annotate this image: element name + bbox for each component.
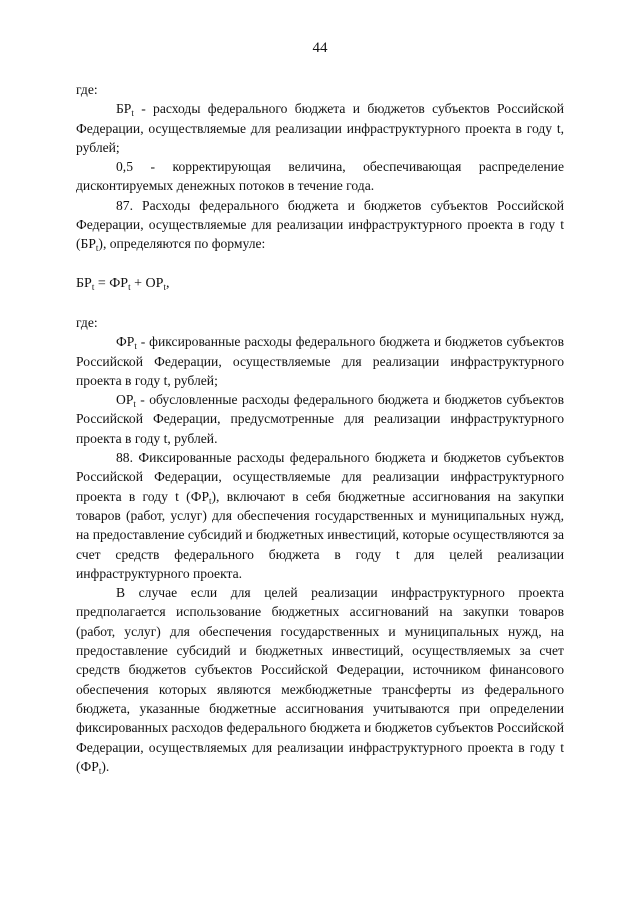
definition-br: $БР_t$ - расходы федерального бюджета и бюджетов субъектов Российской Федерации, осуществляемые для реализации инфраструктурного проекта в году t, рублей; [76,101,564,155]
document-body [76,80,564,776]
definition-fr: $ФР_t$ - фиксированные расходы федерального бюджета и бюджетов субъектов Российской Федерации, осуществляемые для реализации инфраструктурного проекта в году t, рублей; [76,334,564,388]
where-label-2: где: [76,314,98,330]
paragraph-last: В случае если для целей реализации инфраструктурного проекта предполагается использование бюджетных ассигнований на закупки товаров (работ, услуг) для обеспечения государственных и муниципальных нужд, на предоставление субсидий и бюджетных инвестиций, осуществляемых за счет средств бюджетов субъектов Российской Федерации, источником финансового обеспечения которых являются межбюджетные трансферты из федерального бюджета, указанные бюджетные ассигнования учитываются при определении фиксированных расходов федерального бюджета и бюджетов субъектов Российской Федерации, осуществляемых для реализации инфраструктурного проекта в году t $(ФР_t)$. [76,585,564,776]
page-number: 44 [312,40,328,56]
definition-coefficient: 0,5 - корректирующая величина, обеспечивающая распределение дисконтируемых денежных потоков в течение года. [76,159,564,194]
paragraph-88: 88. Фиксированные расходы федерального бюджета и бюджетов субъектов Российской Федерации, осуществляемые для реализации инфраструктурного проекта в году t $(ФР_t)$, включают в себя бюджетные ассигнования на закупки товаров (работ, услуг) для обеспечения государственных и муниципальных нужд, на предоставление субсидий и бюджетных инвестиций, которые осуществляются за счет средств федерального бюджета в году t для целей реализации инфраструктурного проекта. [76,450,564,581]
paragraph-87: 87. Расходы федерального бюджета и бюджетов субъектов Российской Федерации, осуществляемые для реализации инфраструктурного проекта в году t $(БР_t)$, определяются по формуле: [76,197,564,254]
where-label: где: [76,82,98,97]
definition-or: $ОР_t$ - обусловленные расходы федерального бюджета и бюджетов субъектов Российской Федерации, предусмотренные для реализации инфраструктурного проекта в году t, рублей. [76,392,564,446]
formula: $БР_t = ФР_t + ОР_t$, [76,275,170,292]
